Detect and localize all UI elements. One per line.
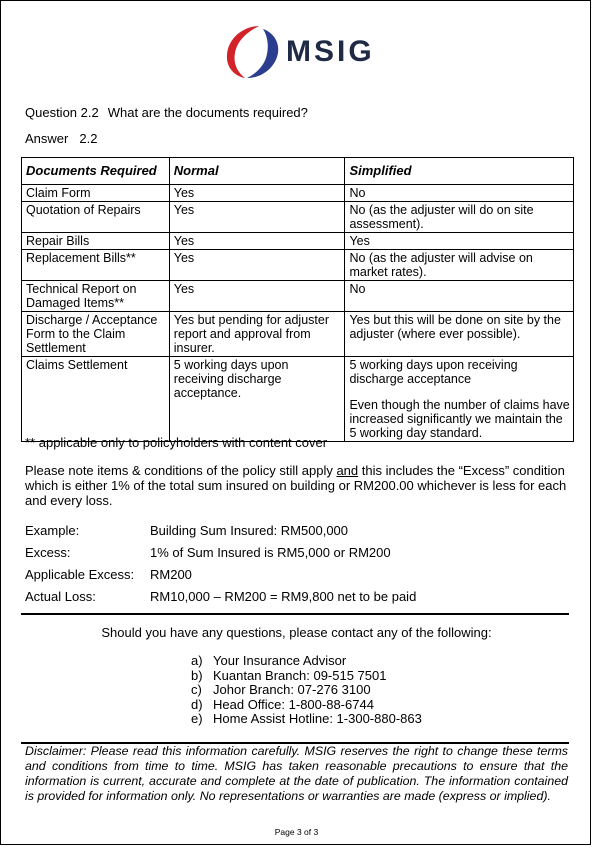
contact-list (191, 654, 422, 727)
table-row (22, 281, 574, 312)
excess-row (25, 545, 391, 560)
list-marker: e) (191, 711, 203, 727)
question-text: What are the documents required? (107, 105, 308, 120)
example-row (25, 523, 348, 538)
table-row (22, 202, 574, 233)
divider (21, 613, 569, 615)
actual-loss-row (25, 589, 416, 604)
cell-simplified (345, 357, 574, 442)
cell-document: Repair Bills (22, 233, 170, 250)
answer-label: Answer (25, 131, 69, 146)
cell-document: Discharge / Acceptance Form to the Claim Settlement (22, 312, 170, 357)
list-item (191, 654, 422, 669)
policy-note-part1: Please note items & conditions of the policy still apply (25, 463, 337, 478)
msig-logo (223, 23, 373, 81)
table-row (22, 185, 574, 202)
cell-document: Technical Report on Damaged Items** (22, 281, 170, 312)
cell-normal: Yes (169, 202, 345, 233)
footnote: ** applicable only to policyholders with content cover (25, 435, 328, 450)
msig-logo-text: MSIG (286, 35, 375, 68)
column-header-documents: Documents Required (22, 158, 170, 185)
applicable-excess-key: Applicable Excess: (25, 567, 135, 582)
cell-document: Claim Form (22, 185, 170, 202)
cell-normal: Yes (169, 233, 345, 250)
cell-simplified-line1: 5 working days upon receiving discharge acceptance (349, 358, 518, 386)
example-value: Building Sum Insured: RM500,000 (150, 523, 349, 538)
list-text: Kuantan Branch: 09-515 7501 (213, 667, 387, 683)
table-row (22, 250, 574, 281)
disclaimer: Disclaimer: Please read this information carefully. MSIG reserves the right to change these terms and conditions from time to time. MSIG has taken reasonable precautions to ensure that the information is current, accurate and complete at the date of publication. The information contained is provided for information only. No representations or warranties are made (express or implied). (25, 744, 568, 803)
list-marker: d) (191, 696, 203, 712)
question-line (25, 105, 308, 120)
cell-document: Quotation of Repairs (22, 202, 170, 233)
actual-loss-value: RM10,000 – RM200 = RM9,800 net to be paid (150, 589, 417, 604)
actual-loss-key: Actual Loss: (25, 589, 96, 604)
list-text: Head Office: 1-800-88-6744 (213, 696, 374, 712)
list-text: Johor Branch: 07-276 3100 (213, 682, 371, 698)
policy-note (25, 463, 572, 508)
cell-simplified: No (as the adjuster will do on site assessment). (345, 202, 574, 233)
list-item (191, 669, 422, 684)
table-row (22, 233, 574, 250)
cell-simplified: No (as the adjuster will advise on market rates). (345, 250, 574, 281)
applicable-excess-value: RM200 (150, 567, 192, 582)
cell-normal: Yes (169, 185, 345, 202)
table-row (22, 312, 574, 357)
table-row (22, 357, 574, 442)
list-marker: a) (191, 653, 203, 668)
cell-normal: Yes (169, 250, 345, 281)
question-label: Question 2.2 (25, 105, 99, 120)
policy-note-part2: this includes the “Excess” condition which is either 1% of the total sum insured on building or RM200.00 whichever is less for each and every loss. (25, 463, 567, 508)
cell-normal: Yes but pending for adjuster report and approval from insurer. (169, 312, 345, 357)
contact-intro: Should you have any questions, please contact any of the following: (101, 625, 492, 640)
applicable-excess-row (25, 567, 192, 582)
cell-simplified: Yes but this will be done on site by the adjuster (where ever possible). (345, 312, 574, 357)
page-number: Page 3 of 3 (274, 827, 319, 837)
cell-simplified: No (345, 185, 574, 202)
list-item (191, 683, 422, 698)
answer-line (25, 131, 97, 146)
list-text: Home Assist Hotline: 1-300-880-863 (213, 711, 422, 727)
table-header-row (22, 158, 574, 185)
cell-simplified: Yes (345, 233, 574, 250)
list-marker: b) (191, 667, 203, 683)
msig-logo-icon (223, 23, 283, 81)
excess-value: 1% of Sum Insured is RM5,000 or RM200 (150, 545, 391, 560)
policy-note-underlined: and (336, 463, 359, 478)
answer-number: 2.2 (79, 131, 98, 146)
list-item (191, 698, 422, 713)
documents-table (21, 157, 574, 442)
column-header-simplified: Simplified (345, 158, 574, 185)
list-marker: c) (191, 682, 202, 698)
example-key: Example: (25, 523, 80, 538)
cell-document: Claims Settlement (22, 357, 170, 442)
cell-simplified-line2: Even though the number of claims have increased significantly we maintain the 5 working day standard. (349, 398, 570, 440)
list-text: Your Insurance Advisor (213, 653, 347, 668)
cell-normal: 5 working days upon receiving discharge acceptance. (169, 357, 345, 442)
column-header-normal: Normal (169, 158, 345, 185)
cell-document: Replacement Bills** (22, 250, 170, 281)
excess-key: Excess: (25, 545, 71, 560)
cell-simplified: No (345, 281, 574, 312)
list-item (191, 712, 422, 727)
cell-normal: Yes (169, 281, 345, 312)
